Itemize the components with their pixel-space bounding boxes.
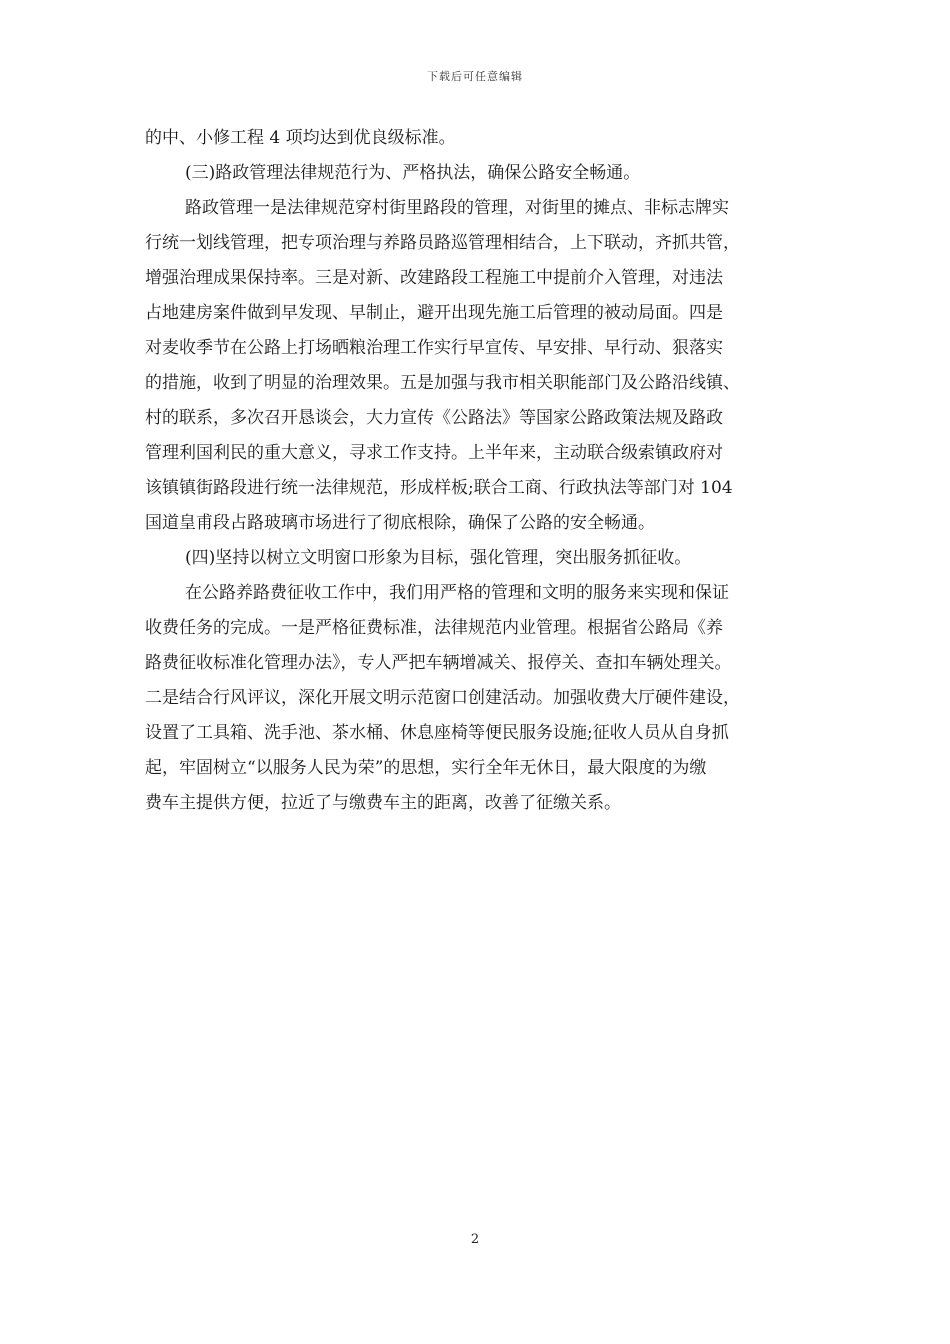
body-line: 收费任务的完成。一是严格征费标准，法律规范内业管理。根据省公路局《养	[145, 618, 723, 638]
body-line: 村的联系，多次召开恳谈会，大力宣传《公路法》等国家公路政策法规及路政	[145, 408, 723, 428]
body-line: 费车主提供方便，拉近了与缴费车主的距离，改善了征缴关系。	[145, 793, 621, 813]
body-line: 设置了工具箱、洗手池、茶水桶、休息座椅等便民服务设施;征收人员从自身抓	[145, 723, 729, 743]
body-line: 占地建房案件做到早发现、早制止，避开出现先施工后管理的被动局面。四是	[145, 303, 723, 323]
body-line: 该镇镇街路段进行统一法律规范，形成样板;联合工商、行政执法等部门对 104	[145, 478, 733, 498]
body-line: 管理利国利民的重大意义，寻求工作支持。上半年来，主动联合级索镇政府对	[145, 443, 723, 463]
body-line: 在公路养路费征收工作中，我们用严格的管理和文明的服务来实现和保证	[185, 583, 729, 603]
body-line: 的中、小修工程 4 项均达到优良级标准。	[145, 128, 456, 148]
body-line: 国道皇甫段占路玻璃市场进行了彻底根除，确保了公路的安全畅通。	[145, 513, 655, 533]
body-line: 增强治理成果保持率。三是对新、改建路段工程施工中提前介入管理，对违法	[145, 268, 723, 288]
body-line: 起，牢固树立“以服务人民为荣”的思想，实行全年无休日，最大限度的为缴	[145, 758, 707, 778]
body-line: 二是结合行风评议，深化开展文明示范窗口创建活动。加强收费大厅硬件建设，	[145, 688, 740, 708]
body-line: 行统一划线管理，把专项治理与养路员路巡管理相结合，上下联动，齐抓共管，	[145, 233, 740, 253]
document-body	[145, 121, 810, 821]
body-line: 路政管理一是法律规范穿村街里路段的管理，对街里的摊点、非标志牌实	[185, 198, 729, 218]
body-line: 对麦收季节在公路上打场晒粮治理工作实行早宣传、早安排、早行动、狠落实	[145, 338, 723, 358]
body-line: (三)路政管理法律规范行为、严格执法，确保公路安全畅通。	[185, 163, 641, 183]
body-line: 路费征收标准化管理办法》，专人严把车辆增减关、报停关、查扣车辆处理关。	[145, 653, 732, 673]
body-line: (四)坚持以树立文明窗口形象为目标，强化管理，突出服务抓征收。	[185, 548, 692, 568]
page-header: 下载后可任意编辑	[427, 70, 523, 83]
page-number: 2	[470, 1232, 480, 1247]
body-line: 的措施，收到了明显的治理效果。五是加强与我市相关职能部门及公路沿线镇、	[145, 373, 740, 393]
